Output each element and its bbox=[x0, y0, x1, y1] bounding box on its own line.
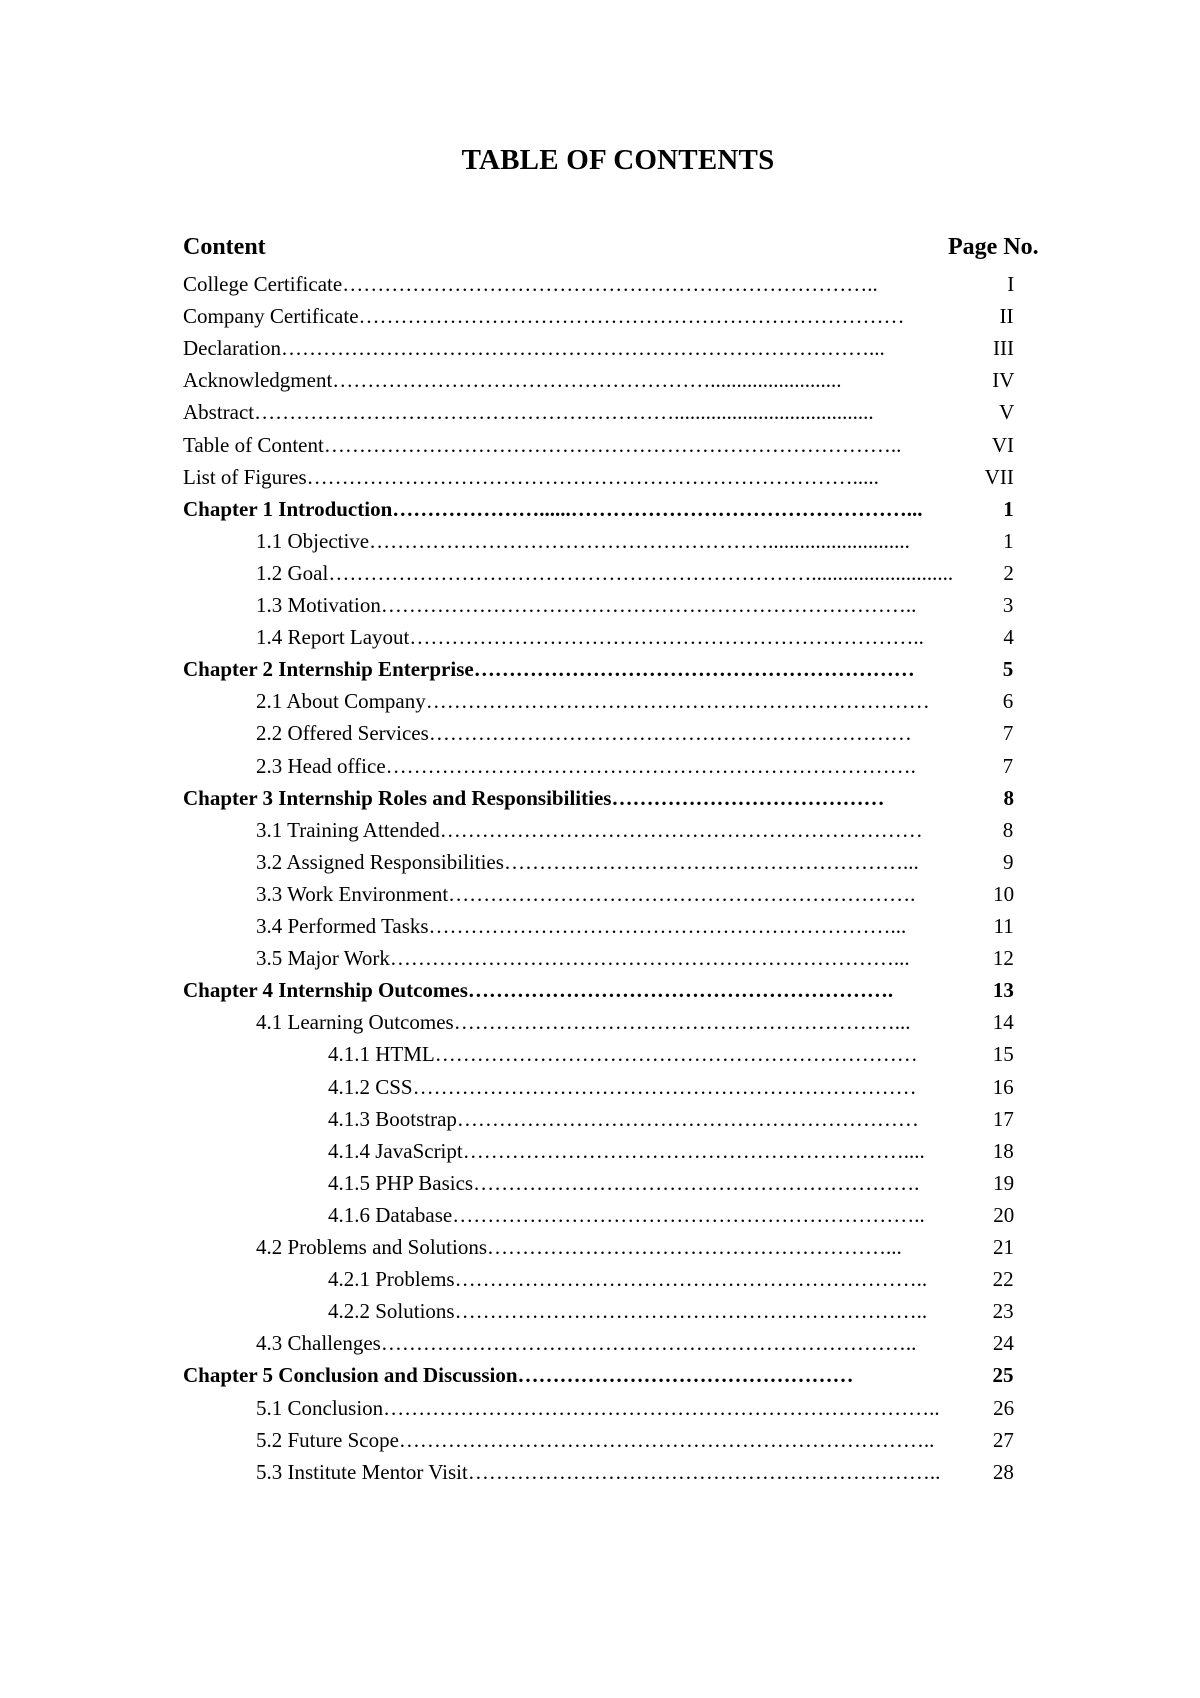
toc-entry-label: 2.3 Head office bbox=[256, 753, 386, 778]
toc-entry-page-number: VII bbox=[984, 464, 1014, 489]
toc-entry bbox=[256, 1424, 1016, 1456]
toc-entry-leader: ………………………………… bbox=[611, 785, 885, 810]
toc-entry-page-number: I bbox=[1007, 272, 1015, 296]
toc-entry-label: 4.1 Learning Outcomes bbox=[256, 1010, 454, 1035]
toc-entry-page-number: 7 bbox=[1002, 721, 1014, 746]
toc-entry-label: 3.2 Assigned Responsibilities bbox=[256, 849, 504, 874]
toc-entry-leader: ………………………………………………………………... bbox=[389, 946, 910, 971]
toc-entry-label: Chapter 2 Internship Enterprise bbox=[183, 657, 474, 682]
toc-entry bbox=[256, 1456, 1016, 1488]
toc-entry bbox=[256, 1392, 1016, 1424]
toc-entry-label: Abstract bbox=[183, 400, 255, 425]
toc-entry-page-number: 17 bbox=[992, 1106, 1014, 1131]
toc-entry-leader: ………………………………………………………….. bbox=[467, 1459, 941, 1484]
toc-entry bbox=[256, 685, 1016, 717]
toc-entry bbox=[256, 750, 1016, 782]
toc-entry-page-number: 26 bbox=[993, 1395, 1015, 1420]
toc-chapter-entry bbox=[183, 493, 1016, 525]
toc-entry-page-number: 28 bbox=[992, 1459, 1014, 1484]
toc-entry-label: 2.2 Offered Services bbox=[256, 721, 429, 746]
toc-entry-page-number: 9 bbox=[1002, 849, 1014, 874]
toc-entry-label: 3.5 Major Work bbox=[256, 946, 390, 971]
toc-entry-leader: …………………………………………………………... bbox=[428, 914, 907, 938]
toc-entry-leader: ………………………………………………………. bbox=[473, 1170, 920, 1195]
toc-entry-leader: …………………………………………………………… bbox=[439, 817, 923, 842]
toc-entry-label: Chapter 1 Introduction bbox=[183, 496, 393, 521]
toc-entry bbox=[328, 1103, 1016, 1135]
toc-entry-label: 3.4 Performed Tasks bbox=[256, 914, 429, 938]
toc-entry-leader: …………………………………………………………… bbox=[434, 1042, 918, 1067]
toc-entry-label: List of Figures bbox=[183, 464, 307, 489]
toc-entry-page-number: 8 bbox=[1002, 817, 1014, 842]
toc-entry-leader: ……………………………………………………………… bbox=[425, 689, 930, 714]
toc-entry bbox=[256, 878, 1016, 910]
toc-entry-page-number: VI bbox=[991, 432, 1014, 457]
toc-entry-leader: ……………………………………………………………… bbox=[412, 1074, 917, 1099]
toc-entry-leader: ………………………………………………………….. bbox=[454, 1299, 928, 1324]
toc-entry-page-number: II bbox=[999, 304, 1014, 329]
toc-entry bbox=[256, 846, 1016, 878]
toc-entry-label: 3.1 Training Attended bbox=[256, 817, 440, 842]
toc-chapter-entry bbox=[183, 653, 1016, 685]
toc-entry-page-number: 7 bbox=[1002, 753, 1014, 778]
toc-entry-leader: …………………………………………………………………… bbox=[358, 304, 905, 329]
page-title: TABLE OF CONTENTS bbox=[461, 144, 775, 176]
toc-entry-page-number: IV bbox=[992, 368, 1015, 393]
toc-entry-leader: …………………………………………………………………. bbox=[385, 753, 916, 778]
toc-entry-label: 4.2.2 Solutions bbox=[328, 1299, 455, 1324]
toc-entry-leader: …………………………………………………………. bbox=[448, 881, 916, 906]
toc-entry-label: 1.4 Report Layout bbox=[256, 625, 410, 650]
toc-entry-leader: ……………………………………………………………….. bbox=[409, 625, 924, 650]
toc-entry-page-number: 12 bbox=[992, 946, 1014, 971]
toc-chapter-entry bbox=[183, 782, 1016, 814]
toc-entry-leader: …………………………………………………........................... bbox=[369, 528, 910, 553]
toc-entry bbox=[328, 1199, 1016, 1231]
toc-entry bbox=[183, 332, 1016, 364]
toc-entry bbox=[183, 396, 1016, 428]
toc-entry-leader: ……………………………………………………… bbox=[473, 657, 915, 682]
toc-entry-label: 2.1 About Company bbox=[256, 689, 426, 714]
toc-entry-label: 4.1.2 CSS bbox=[328, 1074, 413, 1099]
toc-entry-leader: ………………………………………… bbox=[517, 1363, 854, 1388]
toc-entry-page-number: 6 bbox=[1002, 689, 1014, 714]
toc-entry-leader: …………………………………………………………… bbox=[428, 721, 912, 746]
toc-entry-page-number: 18 bbox=[992, 1138, 1014, 1163]
toc-entry-label: 4.1.1 HTML bbox=[328, 1042, 435, 1067]
toc-entry bbox=[183, 300, 1016, 332]
toc-entry-page-number: 8 bbox=[1003, 785, 1014, 810]
toc-entry-page-number: 16 bbox=[992, 1074, 1014, 1099]
toc-entry-label: Chapter 5 Conclusion and Discussion bbox=[183, 1363, 518, 1388]
toc-entry-label: Acknowledgment bbox=[183, 368, 333, 393]
toc-entry-label: 1.3 Motivation bbox=[256, 593, 381, 617]
toc-entry-page-number: 1 bbox=[1003, 528, 1014, 553]
toc-entry-label: Chapter 4 Internship Outcomes bbox=[183, 978, 468, 1003]
toc-entry-label: 4.1.4 JavaScript bbox=[328, 1138, 463, 1163]
toc-entry-page-number: 1 bbox=[1003, 496, 1014, 521]
toc-entry bbox=[256, 942, 1016, 974]
toc-entry-label: 4.1.5 PHP Basics bbox=[328, 1170, 474, 1195]
toc-entry-page-number: 14 bbox=[992, 1010, 1014, 1035]
toc-chapter-entry bbox=[183, 974, 1016, 1006]
toc-entry bbox=[256, 621, 1016, 653]
toc-entry-leader: …………………………………………………………………………... bbox=[280, 336, 885, 361]
toc-entry-page-number: 13 bbox=[992, 978, 1014, 1003]
toc-entry-page-number: 2 bbox=[1003, 560, 1014, 585]
toc-entry-page-number: 10 bbox=[993, 881, 1015, 906]
toc-entry-page-number: 24 bbox=[992, 1331, 1014, 1356]
toc-entry bbox=[256, 717, 1016, 749]
toc-entry bbox=[256, 1231, 1016, 1263]
toc-entry-leader: …………………………………………………... bbox=[503, 849, 919, 874]
toc-entry bbox=[256, 525, 1016, 557]
toc-entry bbox=[256, 910, 1016, 942]
toc-entry-label: College Certificate bbox=[183, 272, 343, 296]
toc-entry-page-number: 19 bbox=[993, 1170, 1015, 1195]
toc-entry-page-number: 5 bbox=[1002, 657, 1014, 682]
toc-entry bbox=[328, 1038, 1016, 1070]
toc-entry-label: 4.2 Problems and Solutions bbox=[256, 1235, 488, 1259]
toc-entry bbox=[328, 1167, 1016, 1199]
toc-entry-label: 5.2 Future Scope bbox=[256, 1427, 399, 1452]
toc-entry-label: 5.3 Institute Mentor Visit bbox=[256, 1459, 468, 1484]
toc-entry-leader: ……………………………………………………………………..... bbox=[306, 464, 879, 489]
toc-entry bbox=[256, 557, 1016, 589]
toc-entry-leader: …………………......…………………………………………... bbox=[392, 496, 923, 521]
toc-entry-page-number: 25 bbox=[992, 1363, 1014, 1388]
toc-entry-page-number: 20 bbox=[993, 1202, 1015, 1227]
toc-entry-leader: ………………………………………………………….. bbox=[454, 1267, 928, 1292]
content-column-header: Content bbox=[183, 234, 266, 260]
toc-entry-page-number: 21 bbox=[993, 1235, 1015, 1259]
toc-entry-label: 3.3 Work Environment bbox=[256, 881, 449, 906]
toc-entry-leader: …………………………………………………... bbox=[487, 1235, 902, 1259]
toc-entry-page-number: 11 bbox=[993, 914, 1014, 938]
toc-entry bbox=[183, 429, 1016, 461]
toc-entry-page-number: 27 bbox=[992, 1427, 1014, 1452]
toc-entry-leader: ……………………………………………………….... bbox=[462, 1138, 925, 1163]
toc-entry-leader: ……………………………………………………………………….. bbox=[323, 432, 902, 457]
toc-entry-leader: ………………………………………………………………….. bbox=[380, 1331, 917, 1356]
page-number-column-header: Page No. bbox=[948, 234, 1039, 260]
toc-entry-page-number: III bbox=[992, 336, 1014, 361]
toc-entry-page-number: 23 bbox=[992, 1299, 1014, 1324]
toc-entry bbox=[328, 1135, 1016, 1167]
toc-entry-leader: …………………………………………………………………….. bbox=[383, 1395, 940, 1420]
toc-entry-label: 4.2.1 Problems bbox=[328, 1267, 455, 1292]
toc-entry-leader: ………………………………………………………… bbox=[456, 1106, 919, 1131]
toc-entry bbox=[256, 1006, 1016, 1038]
toc-entry-page-number: 22 bbox=[992, 1267, 1014, 1292]
toc-entry bbox=[328, 1071, 1016, 1103]
toc-entry-label: 1.2 Goal bbox=[256, 560, 329, 585]
toc-entry-leader: ……………………………………………………...................................... bbox=[254, 400, 874, 425]
toc-entry-label: 4.3 Challenges bbox=[256, 1331, 381, 1356]
toc-entry-page-number: V bbox=[999, 400, 1015, 425]
toc-entry-label: Chapter 3 Internship Roles and Responsibilities bbox=[183, 785, 612, 810]
toc-entry-leader: ………………………………………………………... bbox=[453, 1010, 911, 1035]
toc-entry bbox=[183, 364, 1016, 396]
toc-entry bbox=[183, 461, 1016, 493]
toc-entry-label: 4.1.6 Database bbox=[328, 1202, 453, 1227]
toc-chapter-entry bbox=[183, 1359, 1016, 1391]
toc-entry bbox=[256, 1327, 1016, 1359]
toc-entry-page-number: 4 bbox=[1003, 625, 1014, 650]
toc-entry-leader: ………………………………………………......................... bbox=[332, 368, 842, 393]
toc-entry-leader: ………………………………………………………………….. bbox=[398, 1427, 935, 1452]
toc-entry-label: 4.1.3 Bootstrap bbox=[328, 1106, 457, 1131]
toc-entry bbox=[256, 589, 1016, 621]
toc-entry bbox=[328, 1295, 1016, 1327]
toc-entry-leader: ………………………………………………………….. bbox=[452, 1202, 925, 1227]
toc-entry-leader: ……………………………………………………………........................... bbox=[328, 560, 954, 585]
toc-entry-label: Company Certificate bbox=[183, 304, 359, 329]
toc-entry bbox=[183, 268, 1016, 300]
toc-entry bbox=[328, 1263, 1016, 1295]
toc-entry-page-number: 15 bbox=[992, 1042, 1014, 1067]
toc-entry-page-number: 3 bbox=[1002, 593, 1014, 617]
toc-entry-label: Table of Content bbox=[183, 432, 324, 457]
toc-entry-label: 5.1 Conclusion bbox=[256, 1395, 384, 1420]
toc-entry bbox=[256, 814, 1016, 846]
toc-entry-label: 1.1 Objective bbox=[256, 528, 370, 553]
toc-entry-leader: ……………………………………………………. bbox=[467, 978, 894, 1003]
toc-entry-leader: ………………………………………………………………….. bbox=[380, 593, 917, 617]
toc-entry-label: Declaration bbox=[183, 336, 281, 361]
toc-entry-leader: ………………………………………………………………….. bbox=[342, 272, 878, 296]
